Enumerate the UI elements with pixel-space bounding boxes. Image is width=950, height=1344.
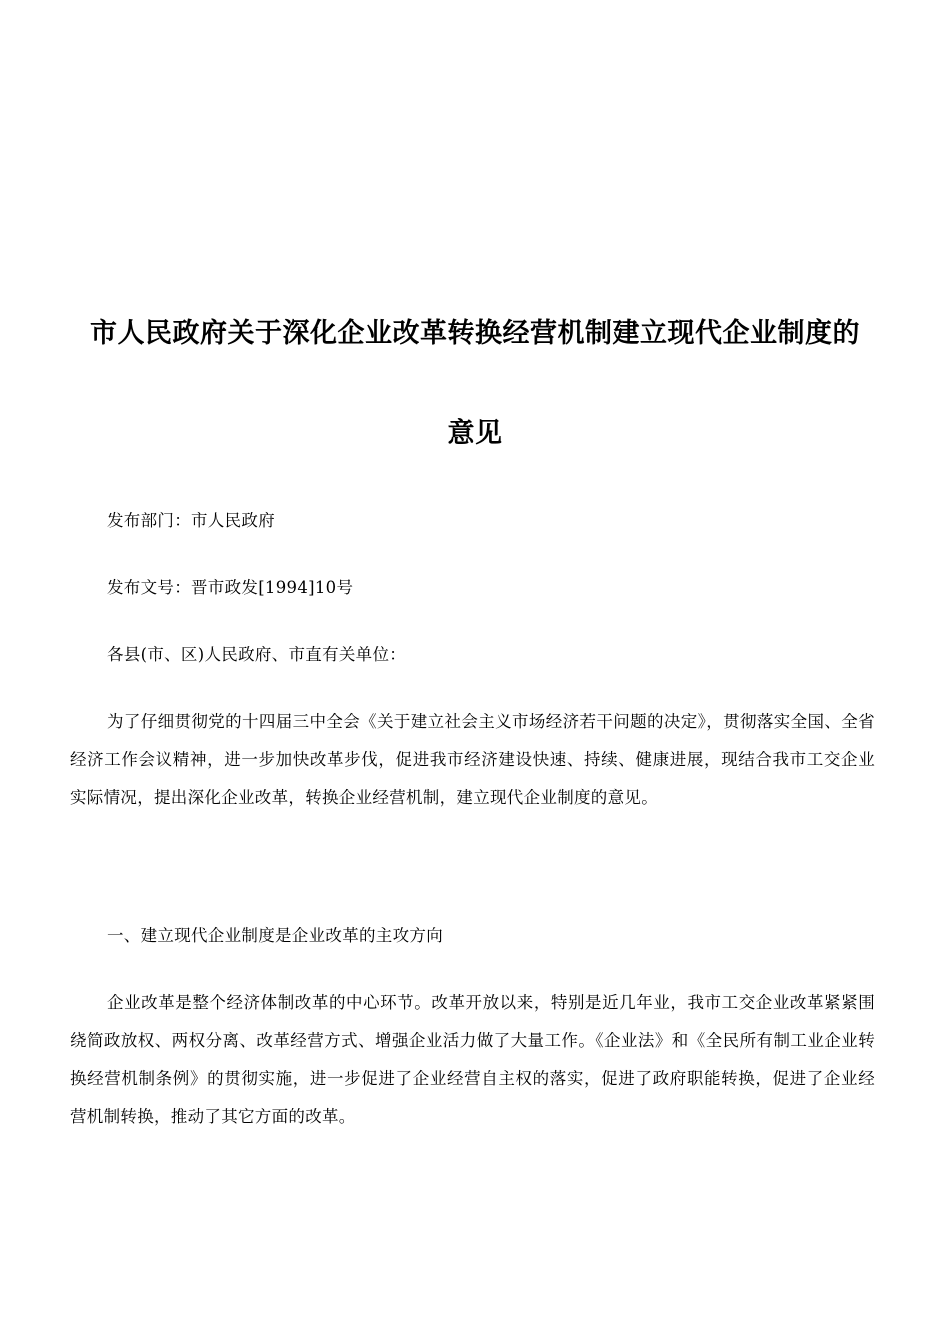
document-number: 发布文号：晋市政发[1994]10号: [107, 578, 354, 597]
document-title-line-1: 市人民政府关于深化企业改革转换经营机制建立现代企业制度的: [90, 318, 860, 349]
salutation: 各县(市、区)人民政府、市直有关单位：: [107, 645, 407, 664]
body-paragraph: 为了仔细贯彻党的十四届三中全会《关于建立社会主义市场经济若干问题的决定》，贯彻落实全国、全省经济工作会议精神，进一步加快改革步伐，促进我市经济建设快速、持续、健康进展，现结合我市工交企业实际情况，提出深化企业改革，转换企业经营机制，建立现代企业制度的意见。: [70, 712, 875, 807]
section-heading: 一、建立现代企业制度是企业改革的主攻方向: [107, 926, 443, 945]
publishing-department: 发布部门：市人民政府: [107, 511, 275, 530]
document-title-line-2: 意见: [447, 418, 503, 449]
body-paragraph: 企业改革是整个经济体制改革的中心环节。改革开放以来，特别是近几年业，我市工交企业改革紧紧围绕简政放权、两权分离、改革经营方式、增强企业活力做了大量工作。《企业法》和《全民所有制工业企业转换经营机制条例》的贯彻实施，进一步促进了企业经营自主权的落实，促进了政府职能转换，促进了企业经营机制转换，推动了其它方面的改革。: [70, 993, 875, 1126]
